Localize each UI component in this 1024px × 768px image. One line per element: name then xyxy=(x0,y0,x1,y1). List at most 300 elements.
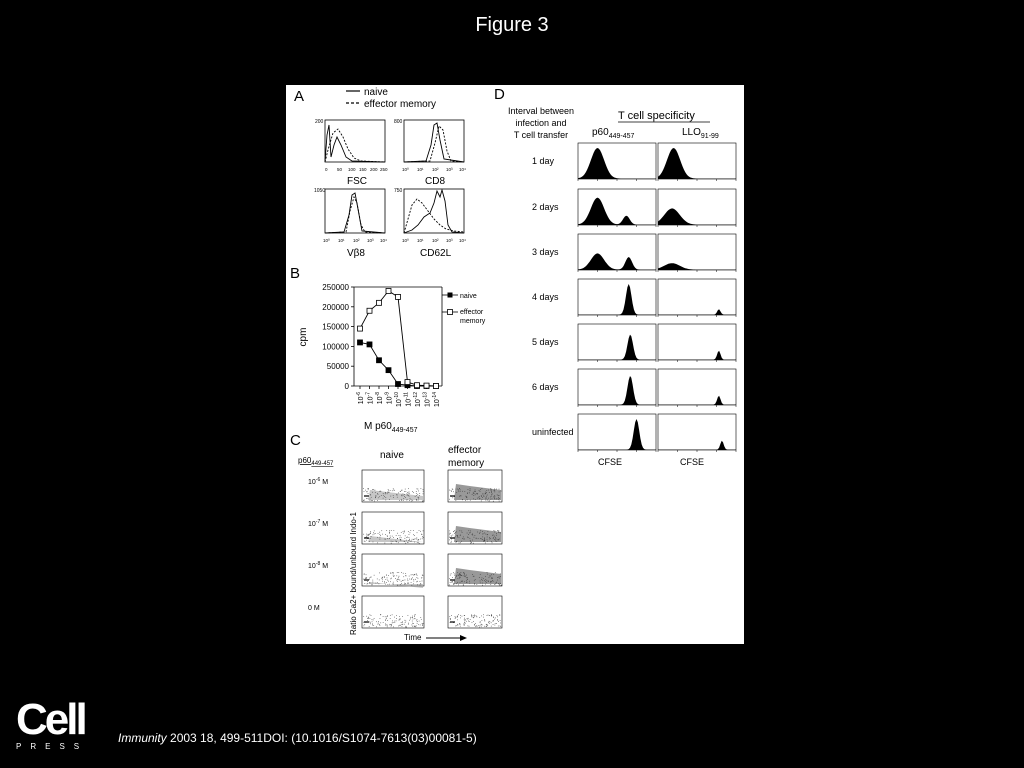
calcium-row-label xyxy=(308,519,328,528)
vbeta8-xtick: 10³ xyxy=(367,238,374,243)
calcium-dot xyxy=(486,626,487,627)
calcium-dot xyxy=(386,624,387,625)
calcium-dot xyxy=(458,575,459,576)
calcium-dot xyxy=(367,618,368,619)
chart-x-tick-label xyxy=(385,392,394,404)
calcium-dot xyxy=(397,538,398,539)
calcium-dot xyxy=(464,539,465,540)
interval-header-line-3: T cell transfer xyxy=(513,130,569,140)
calcium-dot xyxy=(390,624,391,625)
calcium-dot xyxy=(404,496,405,497)
calcium-dot xyxy=(389,499,390,500)
calcium-dot xyxy=(369,582,370,583)
calcium-dot xyxy=(475,491,476,492)
calcium-dot xyxy=(493,535,494,536)
calcium-dot xyxy=(422,538,423,539)
calcium-dot xyxy=(385,543,386,544)
cd62l-ymax: 750 xyxy=(394,188,403,194)
calcium-dot xyxy=(485,540,486,541)
calcium-dot xyxy=(463,539,464,540)
calcium-dot xyxy=(496,582,497,583)
calcium-dot xyxy=(399,616,400,617)
calcium-dot xyxy=(490,581,491,582)
calcium-dot xyxy=(367,584,368,585)
calcium-dot xyxy=(479,499,480,500)
calcium-dot xyxy=(382,534,383,535)
cfse-histogram-p60 xyxy=(578,414,656,452)
calcium-dot xyxy=(382,581,383,582)
calcium-dot xyxy=(498,532,499,533)
calcium-dot xyxy=(469,581,470,582)
fsc-histogram xyxy=(315,119,388,187)
calcium-dot xyxy=(405,491,406,492)
calcium-dot xyxy=(404,583,405,584)
calcium-flux-grid xyxy=(308,470,502,628)
calcium-dot xyxy=(491,574,492,575)
calcium-dot xyxy=(381,530,382,531)
calcium-dot xyxy=(377,542,378,543)
calcium-dot xyxy=(417,577,418,578)
calcium-dot xyxy=(460,542,461,543)
calcium-dot xyxy=(494,489,495,490)
calcium-dot xyxy=(453,491,454,492)
calcium-dot xyxy=(415,626,416,627)
calcium-dot xyxy=(498,531,499,532)
calcium-dot xyxy=(482,534,483,535)
calcium-dot xyxy=(463,585,464,586)
calcium-dot xyxy=(499,489,500,490)
calcium-dot xyxy=(422,534,423,535)
calcium-dot xyxy=(397,533,398,534)
calcium-dot xyxy=(374,534,375,535)
chart-y-tick-label: 100000 xyxy=(322,342,349,352)
calcium-dot xyxy=(417,575,418,576)
calcium-dot xyxy=(473,615,474,616)
calcium-dot xyxy=(459,537,460,538)
calcium-dot xyxy=(373,489,374,490)
calcium-dot xyxy=(368,535,369,536)
calcium-dot xyxy=(485,493,486,494)
calcium-dot xyxy=(494,495,495,496)
calcium-dot xyxy=(465,620,466,621)
calcium-dot xyxy=(423,530,424,531)
calcium-dot xyxy=(395,578,396,579)
calcium-dot xyxy=(371,577,372,578)
fsc-label: FSC xyxy=(347,176,367,187)
calcium-dot xyxy=(404,541,405,542)
calcium-dot xyxy=(496,538,497,539)
calcium-dot xyxy=(370,623,371,624)
fsc-xtick: 250 xyxy=(380,167,388,172)
calcium-dot xyxy=(462,581,463,582)
calcium-dot xyxy=(416,495,417,496)
cd8-label: CD8 xyxy=(425,176,446,187)
calcium-dot xyxy=(393,573,394,574)
specificity-title: T cell specificity xyxy=(618,110,695,122)
cfse-histogram-p60 xyxy=(578,324,656,362)
calcium-dot xyxy=(472,617,473,618)
calcium-dot xyxy=(406,627,407,628)
calcium-dot xyxy=(370,577,371,578)
calcium-dot xyxy=(454,581,455,582)
calcium-dot xyxy=(393,584,394,585)
calcium-dot xyxy=(499,578,500,579)
calcium-dot xyxy=(372,625,373,626)
chart-x-tick-exp: -8 xyxy=(375,392,381,397)
calcium-dot xyxy=(479,496,480,497)
calcium-dot xyxy=(498,577,499,578)
calcium-row-label xyxy=(308,561,328,570)
calcium-dot xyxy=(462,532,463,533)
calcium-dot xyxy=(487,500,488,501)
fsc-xtick: 0 xyxy=(325,167,328,172)
calcium-dot xyxy=(486,582,487,583)
calcium-dot xyxy=(499,614,500,615)
calcium-dot xyxy=(363,616,364,617)
vbeta8-label: Vβ8 xyxy=(347,248,365,259)
calcium-dot xyxy=(386,530,387,531)
calcium-dot xyxy=(484,538,485,539)
calcium-dot xyxy=(451,615,452,616)
calcium-dot xyxy=(372,585,373,586)
calcium-dot xyxy=(474,584,475,585)
calcium-dot xyxy=(490,538,491,539)
calcium-dot xyxy=(409,537,410,538)
calcium-dot xyxy=(399,535,400,536)
cfse-histogram-llo xyxy=(658,234,736,272)
calcium-dot xyxy=(400,539,401,540)
calcium-dot xyxy=(480,574,481,575)
calcium-dot xyxy=(416,581,417,582)
calcium-dot xyxy=(408,583,409,584)
calcium-dot xyxy=(400,584,401,585)
calcium-dot xyxy=(493,501,494,502)
calcium-dot xyxy=(405,573,406,574)
calcium-dot xyxy=(487,574,488,575)
calcium-dot xyxy=(418,498,419,499)
calcium-dot xyxy=(411,579,412,580)
interval-header-line-2: infection and xyxy=(515,118,567,128)
calcium-dot xyxy=(450,619,451,620)
calcium-dot xyxy=(459,577,460,578)
calcium-dot xyxy=(497,577,498,578)
calcium-dot xyxy=(388,584,389,585)
calcium-dot xyxy=(363,488,364,489)
calcium-plot-effector xyxy=(448,596,502,628)
calcium-dot xyxy=(402,616,403,617)
calcium-dot xyxy=(392,621,393,622)
calcium-dot xyxy=(453,572,454,573)
calcium-dot xyxy=(474,616,475,617)
calcium-dot xyxy=(484,541,485,542)
calcium-dot xyxy=(481,539,482,540)
calcium-dot xyxy=(376,583,377,584)
calcium-dot xyxy=(370,533,371,534)
panel-c-x-label: Time xyxy=(404,633,422,642)
calcium-dot xyxy=(458,575,459,576)
calcium-dot xyxy=(460,491,461,492)
chart-y-tick-label: 200000 xyxy=(322,302,349,312)
calcium-dot xyxy=(390,618,391,619)
calcium-dot xyxy=(449,537,450,538)
calcium-dot xyxy=(493,497,494,498)
calcium-dot xyxy=(367,583,368,584)
chart-x-ticks xyxy=(356,386,441,407)
calcium-dot xyxy=(413,619,414,620)
calcium-dot xyxy=(495,490,496,491)
calcium-row-label-base: 10 xyxy=(308,563,316,570)
calcium-dot xyxy=(494,532,495,533)
calcium-dot xyxy=(462,581,463,582)
calcium-dot xyxy=(409,620,410,621)
calcium-dot xyxy=(364,624,365,625)
calcium-dot xyxy=(409,539,410,540)
calcium-dot xyxy=(409,579,410,580)
calcium-dot xyxy=(368,498,369,499)
calcium-dot xyxy=(423,493,424,494)
calcium-dot xyxy=(472,622,473,623)
calcium-dot xyxy=(475,535,476,536)
calcium-dot xyxy=(397,572,398,573)
calcium-dot xyxy=(403,533,404,534)
calcium-dot xyxy=(451,490,452,491)
calcium-row-label-exp: -6 xyxy=(315,477,321,483)
calcium-dot xyxy=(385,616,386,617)
cd62l-histogram xyxy=(394,188,466,259)
chart-y-tick-label: 150000 xyxy=(322,322,349,332)
calcium-dot xyxy=(491,626,492,627)
calcium-dot xyxy=(470,541,471,542)
calcium-dot xyxy=(412,623,413,624)
calcium-dot xyxy=(493,620,494,621)
calcium-dot xyxy=(473,493,474,494)
calcium-dot xyxy=(479,627,480,628)
calcium-dot xyxy=(469,583,470,584)
calcium-dot xyxy=(399,500,400,501)
calcium-dot xyxy=(363,579,364,580)
calcium-dot xyxy=(495,618,496,619)
calcium-dot xyxy=(474,580,475,581)
calcium-dot xyxy=(451,542,452,543)
calcium-dot xyxy=(370,614,371,615)
calcium-dot xyxy=(488,581,489,582)
calcium-dot xyxy=(491,614,492,615)
calcium-dot xyxy=(406,500,407,501)
calcium-dot xyxy=(396,575,397,576)
naive-data-point xyxy=(358,340,363,345)
calcium-dot xyxy=(403,494,404,495)
calcium-dot xyxy=(387,626,388,627)
calcium-dot xyxy=(494,492,495,493)
calcium-dot xyxy=(455,537,456,538)
calcium-dot xyxy=(467,618,468,619)
panel-d-letter: D xyxy=(494,86,505,103)
calcium-plot-naive xyxy=(362,470,424,502)
calcium-dot xyxy=(489,576,490,577)
effector-data-point xyxy=(367,308,372,313)
calcium-plot-effector xyxy=(448,554,502,586)
fsc-xtick: 200 xyxy=(370,167,378,172)
calcium-row-label-unit: 0 M xyxy=(308,605,320,612)
cfse-histogram-llo xyxy=(658,369,736,407)
calcium-dot xyxy=(497,530,498,531)
calcium-dot xyxy=(458,585,459,586)
calcium-dot xyxy=(472,574,473,575)
calcium-dot xyxy=(461,531,462,532)
calcium-dot xyxy=(459,488,460,489)
calcium-dot xyxy=(393,627,394,628)
calcium-dot xyxy=(366,577,367,578)
calcium-dot xyxy=(391,626,392,627)
calcium-dot xyxy=(493,538,494,539)
cd8-xtick: 10³ xyxy=(446,167,453,172)
calcium-dot xyxy=(385,539,386,540)
calcium-dot xyxy=(403,498,404,499)
calcium-dot xyxy=(458,625,459,626)
calcium-dot xyxy=(477,494,478,495)
calcium-dot xyxy=(364,491,365,492)
calcium-dot xyxy=(408,540,409,541)
calcium-dot xyxy=(380,614,381,615)
calcium-dot xyxy=(422,501,423,502)
cfse-histogram-p60 xyxy=(578,234,656,272)
calcium-dot xyxy=(364,583,365,584)
calcium-dot xyxy=(475,623,476,624)
calcium-dot xyxy=(495,541,496,542)
calcium-dot xyxy=(467,619,468,620)
calcium-dot xyxy=(487,625,488,626)
calcium-dot xyxy=(454,575,455,576)
calcium-dot xyxy=(367,535,368,536)
calcium-dot xyxy=(412,491,413,492)
calcium-dot xyxy=(375,490,376,491)
citation-details: 2003 18, 499-511DOI: (10.1016/S1074-7613(03)00081-5) xyxy=(166,731,477,745)
calcium-dot xyxy=(486,492,487,493)
calcium-dot xyxy=(403,580,404,581)
calcium-dot xyxy=(366,574,367,575)
calcium-dot xyxy=(490,499,491,500)
calcium-dot xyxy=(413,534,414,535)
calcium-dot xyxy=(479,617,480,618)
calcium-dot xyxy=(498,495,499,496)
calcium-dot xyxy=(409,540,410,541)
calcium-dot xyxy=(378,533,379,534)
calcium-row-label-unit: M xyxy=(320,479,329,486)
calcium-dot xyxy=(373,542,374,543)
calcium-dot xyxy=(412,577,413,578)
calcium-row-label-exp: -7 xyxy=(315,519,321,525)
calcium-dot xyxy=(418,539,419,540)
calcium-dot xyxy=(494,499,495,500)
effector-data-point xyxy=(424,383,429,388)
calcium-dot xyxy=(393,576,394,577)
calcium-dot xyxy=(405,620,406,621)
calcium-dot xyxy=(489,539,490,540)
calcium-dot xyxy=(379,532,380,533)
calcium-dot xyxy=(377,537,378,538)
calcium-dot xyxy=(405,538,406,539)
calcium-dot xyxy=(490,582,491,583)
calcium-dot xyxy=(481,624,482,625)
cd62l-xtick: 10⁴ xyxy=(459,238,466,243)
calcium-dot xyxy=(401,500,402,501)
calcium-dot xyxy=(483,578,484,579)
calcium-dot xyxy=(449,534,450,535)
calcium-dot xyxy=(452,497,453,498)
calcium-dot xyxy=(491,541,492,542)
calcium-dot xyxy=(416,625,417,626)
calcium-dot xyxy=(461,541,462,542)
calcium-dot xyxy=(472,540,473,541)
panel-d-col2-main: LLO xyxy=(682,127,701,138)
fsc-xtick: 50 xyxy=(337,167,343,172)
calcium-dot xyxy=(452,489,453,490)
calcium-dot xyxy=(481,616,482,617)
calcium-dot xyxy=(460,615,461,616)
calcium-dot xyxy=(404,494,405,495)
calcium-dot xyxy=(478,625,479,626)
calcium-dot xyxy=(412,621,413,622)
calcium-dot xyxy=(470,619,471,620)
calcium-dot xyxy=(498,621,499,622)
calcium-dot xyxy=(501,585,502,586)
calcium-dot xyxy=(410,530,411,531)
calcium-dot xyxy=(464,581,465,582)
calcium-dot xyxy=(372,624,373,625)
calcium-dot xyxy=(396,494,397,495)
calcium-dot xyxy=(381,578,382,579)
calcium-dot xyxy=(411,499,412,500)
calcium-dot xyxy=(384,581,385,582)
calcium-dot xyxy=(500,626,501,627)
calcium-dot xyxy=(372,619,373,620)
calcium-dot xyxy=(383,495,384,496)
calcium-dot xyxy=(388,491,389,492)
calcium-dot xyxy=(387,625,388,626)
calcium-dot xyxy=(460,626,461,627)
calcium-dot xyxy=(407,583,408,584)
calcium-dot xyxy=(384,577,385,578)
calcium-dot xyxy=(390,572,391,573)
calcium-dot xyxy=(484,621,485,622)
calcium-dot xyxy=(385,619,386,620)
calcium-dot xyxy=(396,541,397,542)
calcium-dot xyxy=(422,581,423,582)
calcium-dot xyxy=(475,615,476,616)
calcium-dot xyxy=(386,575,387,576)
calcium-dot xyxy=(489,577,490,578)
calcium-dot xyxy=(491,622,492,623)
calcium-dot xyxy=(500,533,501,534)
calcium-dot xyxy=(460,575,461,576)
calcium-dot xyxy=(396,620,397,621)
calcium-dot xyxy=(378,623,379,624)
calcium-dot xyxy=(482,497,483,498)
calcium-dot xyxy=(473,576,474,577)
calcium-dot xyxy=(402,496,403,497)
calcium-dot xyxy=(401,581,402,582)
calcium-dot xyxy=(423,491,424,492)
panel-d-col2-sub: 91-99 xyxy=(700,133,719,140)
calcium-dot xyxy=(389,533,390,534)
calcium-dot xyxy=(394,617,395,618)
calcium-dot xyxy=(401,583,402,584)
cfse-histogram-p60 xyxy=(578,279,656,317)
calcium-dot xyxy=(377,493,378,494)
calcium-dot xyxy=(415,614,416,615)
calcium-dot xyxy=(460,624,461,625)
calcium-dot xyxy=(367,620,368,621)
